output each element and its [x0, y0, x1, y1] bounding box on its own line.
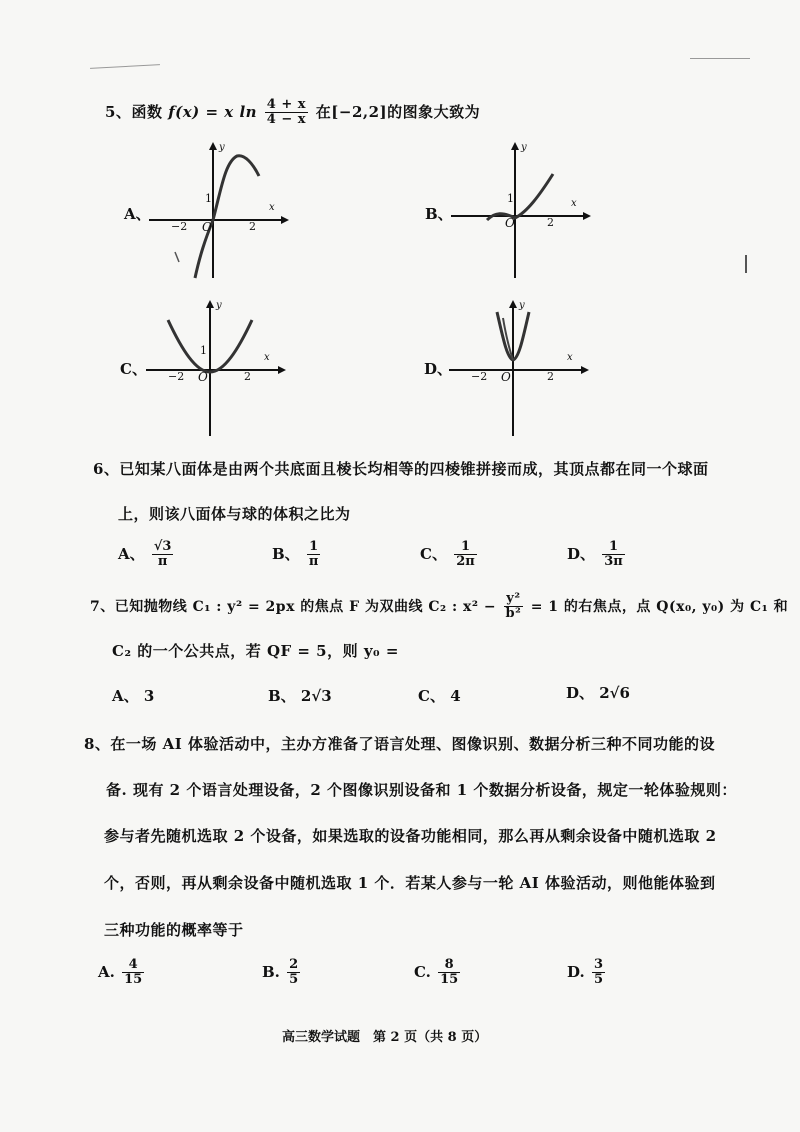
q8-line-5: 三种功能的概率等于: [104, 921, 244, 939]
q7-line-2: C₂ 的一个公共点，若 QF = 5，则 y₀ =: [112, 642, 399, 660]
q8-line-1: 8、在一场 AI 体验活动中，主办方准备了语言处理、图像识别、数据分析三种不同功能的设: [84, 735, 716, 753]
q6-option-c: C、 $\frac{1}{2\pi}$: [420, 539, 475, 570]
q5-b-tick-2: 2: [547, 216, 554, 229]
q8-line-3: 参与者先随机选取 2 个设备，如果选取的设备功能相同，那么再从剩余设备中随机选取 2: [104, 827, 717, 845]
q8-option-a: A. $\frac{4}{15}$: [98, 957, 143, 988]
q6-line-1: 6、已知某八面体是由两个共底面且棱长均相等的四棱锥拼接而成，其顶点都在同一个球面: [93, 460, 709, 478]
q8-option-b: B. $\frac{2}{5}$: [262, 957, 299, 988]
q7-option-c: C、 4: [418, 687, 461, 705]
q7-option-d: D、 2√6: [566, 684, 630, 702]
q5-a-x-label: x: [269, 202, 275, 213]
q5-option-c-label: C、: [120, 360, 147, 378]
q5-a-tick-neg2: −2: [171, 220, 188, 233]
q5-c-x-label: x: [264, 352, 270, 363]
q5-c-origin: O: [198, 370, 208, 384]
q5-c-tick-2: 2: [244, 370, 251, 383]
q6-option-a: A、 $\frac{√3}{\pi}$: [118, 539, 172, 570]
q5-b-x-label: x: [571, 198, 577, 209]
scan-mark-top-right: [690, 58, 750, 59]
q6-option-d: D、 $\frac{1}{3\pi}$: [567, 539, 623, 570]
q8-line-2: 备. 现有 2 个语言处理设备，2 个图像识别设备和 1 个数据分析设备，规定一轮体验规则：: [106, 781, 737, 799]
q6-line-2: 上，则该八面体与球的体积之比为: [118, 505, 351, 523]
q8-option-c: C. $\frac{8}{15}$: [414, 957, 459, 988]
page-footer: 高三数学试题 第 2 页（共 8 页）: [282, 1030, 488, 1045]
q8-line-4: 个，否则，再从剩余设备中随机选取 1 个．若某人参与一轮 AI 体验活动，则他能体验到: [104, 874, 716, 892]
q5-graph-b: [447, 140, 587, 280]
q7-option-a: A、 3: [112, 687, 155, 705]
q5-d-tick-2: 2: [547, 370, 554, 383]
q5-d-x-label: x: [567, 352, 573, 363]
q5-b-y-label: y: [521, 142, 527, 153]
q5-c-tick-1: 1: [200, 344, 207, 357]
q5-b-tick-1: 1: [507, 192, 514, 205]
q6-option-b: B、 $\frac{1}{\pi}$: [272, 539, 319, 570]
q5-c-y-label: y: [216, 300, 222, 311]
q5-d-y-label: y: [519, 300, 525, 311]
q5-b-origin: O: [505, 216, 515, 230]
q8-option-d: D. $\frac{3}{5}$: [567, 957, 603, 988]
q5-a-origin: O: [202, 220, 212, 234]
scan-mark-top-left: [90, 64, 160, 69]
scan-mark-right-edge: [745, 255, 747, 273]
q5-d-tick-neg2: −2: [471, 370, 488, 383]
q5-option-b-label: B、: [425, 205, 453, 223]
q5-option-a-label: A、: [124, 205, 151, 223]
q5-c-tick-neg2: −2: [168, 370, 185, 383]
q7-option-b: B、 2√3: [268, 687, 332, 705]
q5-a-tick-1: 1: [205, 192, 212, 205]
q5-a-y-label: y: [219, 142, 225, 153]
q5-a-tick-2: 2: [249, 220, 256, 233]
q5-graph-d: [445, 298, 585, 438]
q5-graph-c: [142, 298, 282, 438]
q5-d-origin: O: [501, 370, 511, 384]
q5-fraction: $\frac{4 + x}{4 - x}$: [266, 97, 307, 128]
q5-graph-a: [145, 140, 285, 280]
q7-line-1: 7、已知抛物线 C₁ : y² = 2px 的焦点 F 为双曲线 C₂ : x² − $\frac{\text{y²}}{\text{b²}}$ = 1 的右焦点，点 Q(x₀, y₀) 为 C₁ 和: [90, 591, 789, 622]
q5-option-d-label: D、: [424, 360, 453, 378]
q5-stem: 5、函数 f(x) = x ln $\frac{4 + x}{4 - x}$ 在[−2,2]的图象大致为: [105, 97, 481, 128]
